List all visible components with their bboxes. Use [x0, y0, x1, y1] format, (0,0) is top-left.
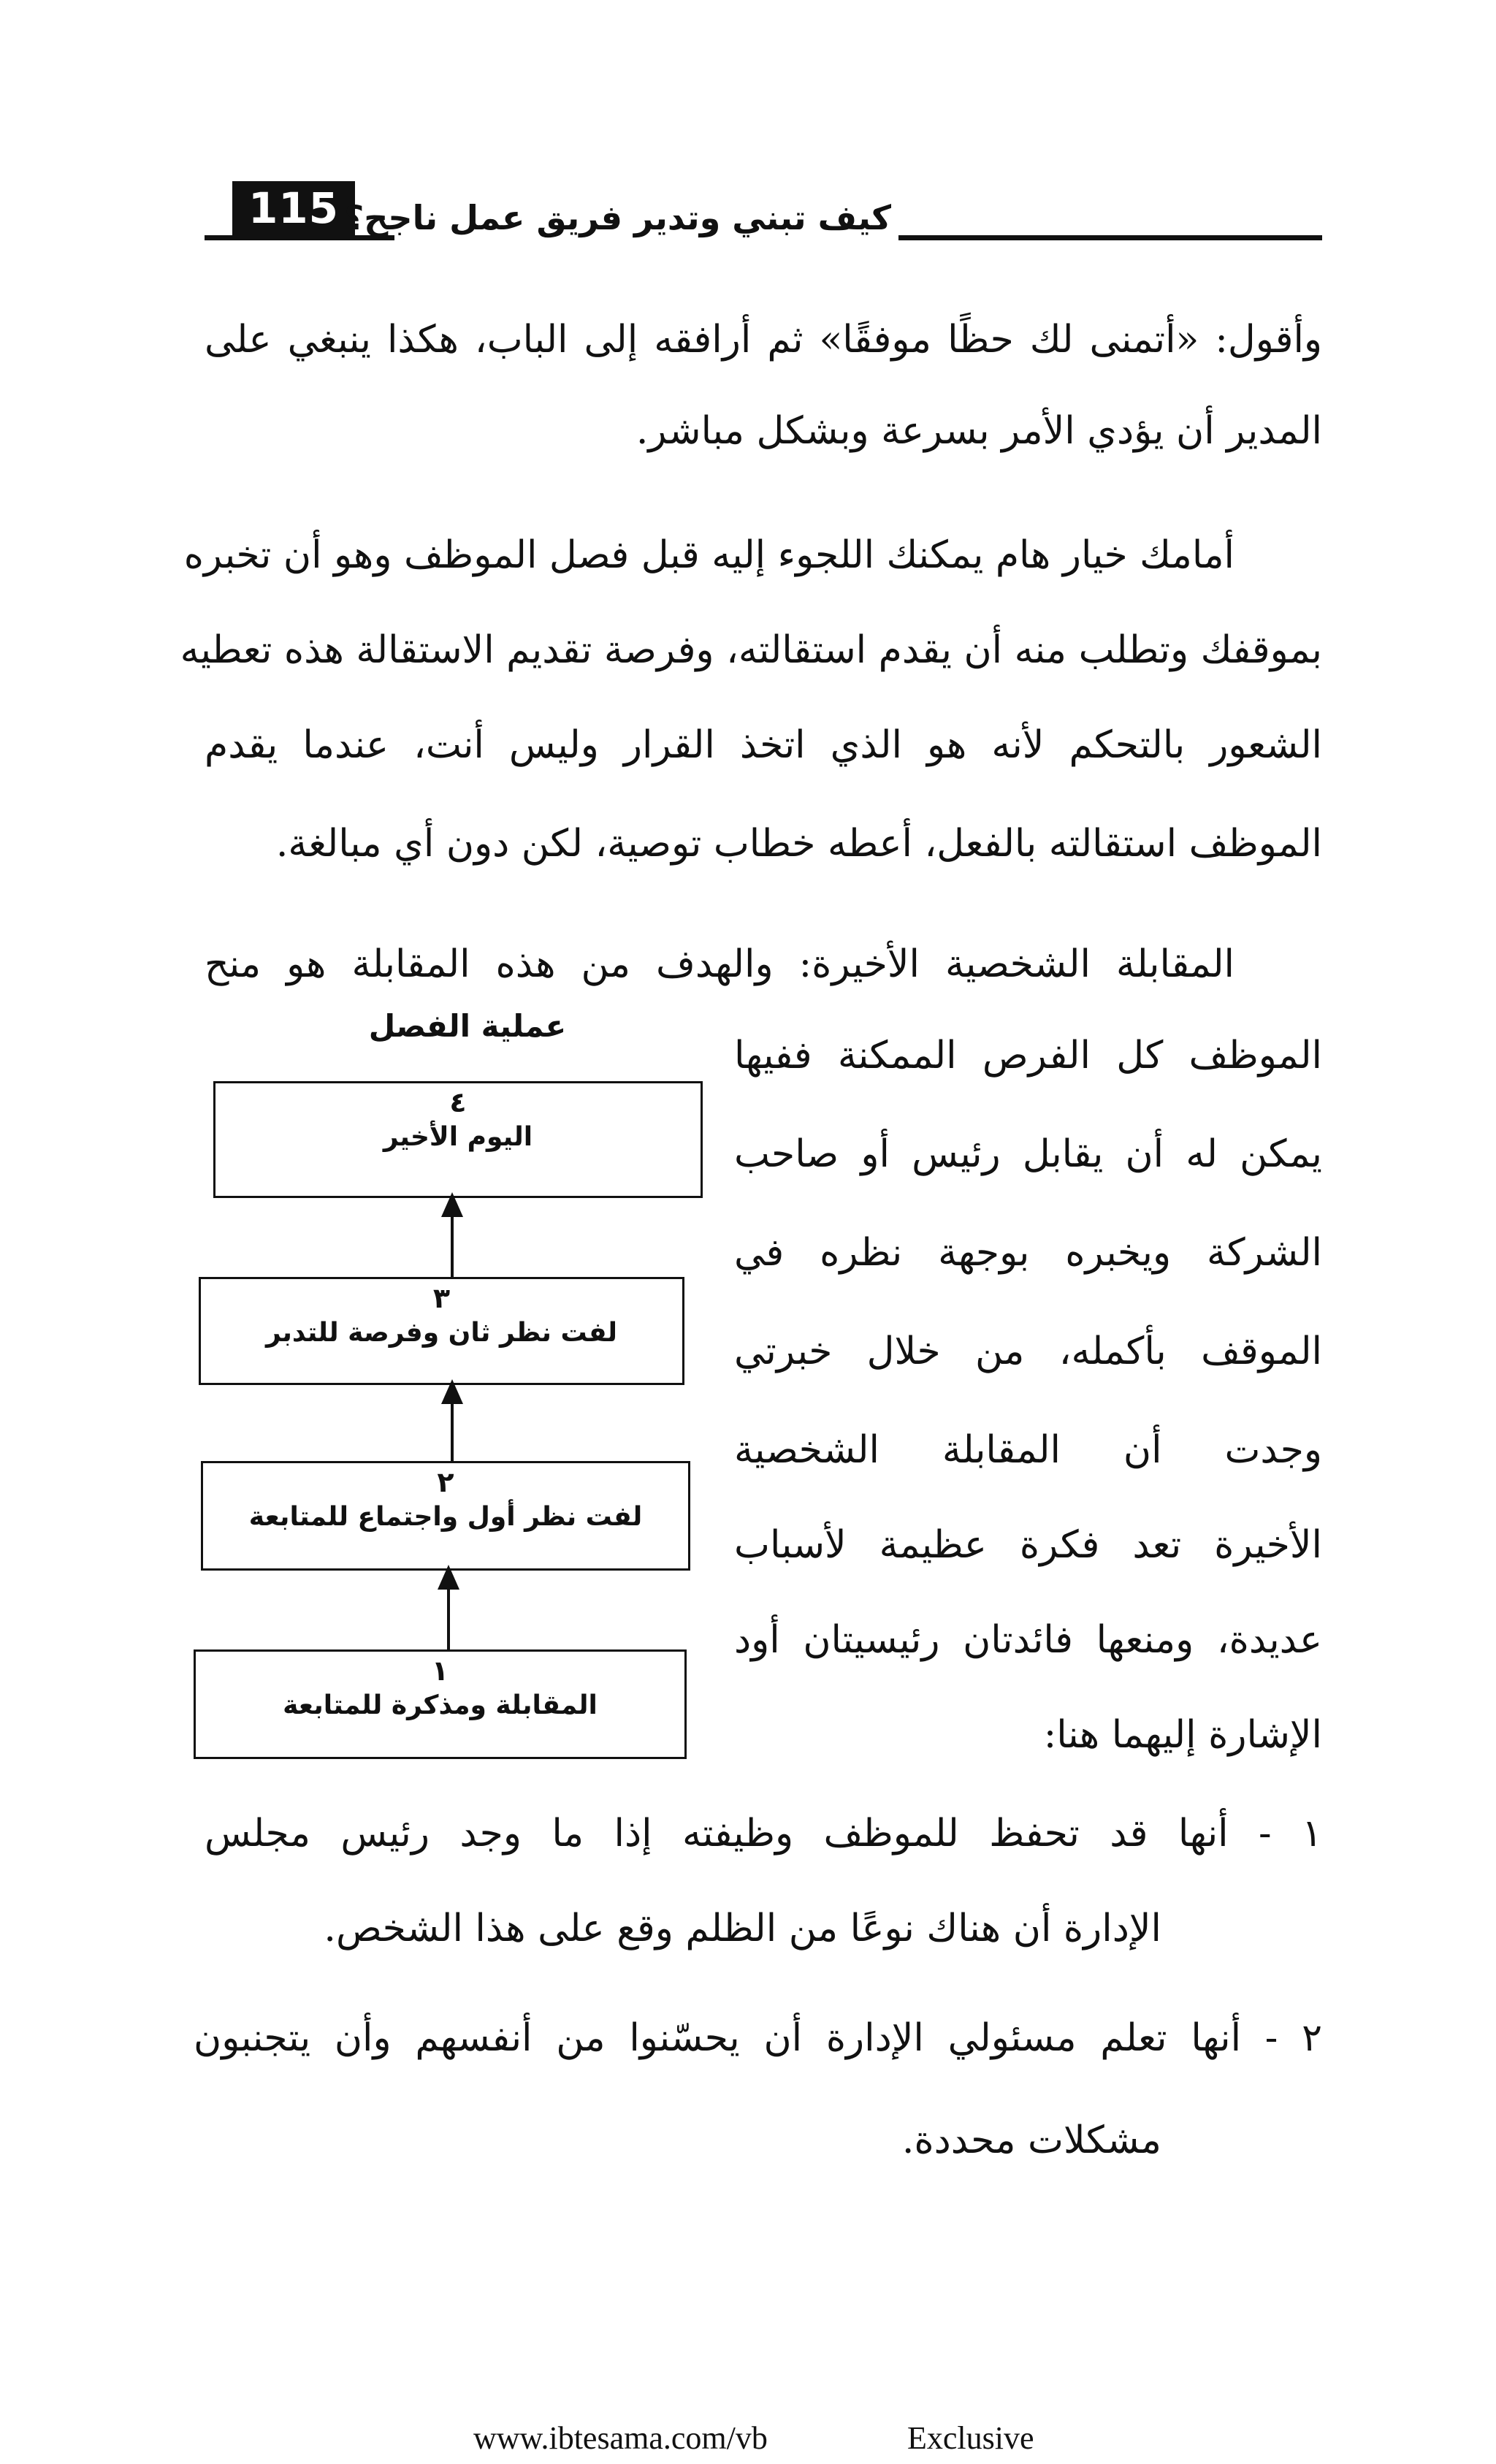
flowchart-step-number: ٤ — [449, 1086, 467, 1118]
flowchart-step-number: ٢ — [437, 1466, 454, 1498]
flowchart-title: عملية الفصل — [368, 1008, 567, 1044]
flowchart-step-2 — [201, 1461, 690, 1571]
paragraph-3-column-line: الشركة ويخبره بوجهة نظره في — [734, 1231, 1322, 1275]
flowchart-step-1 — [194, 1649, 687, 1759]
paragraph-3-column-line: وجدت أن المقابلة الشخصية — [734, 1428, 1322, 1472]
flowchart-arrow — [451, 1214, 454, 1277]
flowchart-step-label: اليوم الأخير — [383, 1122, 533, 1152]
list-item-1-line: الإدارة أن هناك نوعًا من الظلم وقع على هذا الشخص. — [324, 1907, 1161, 1950]
paragraph-3-column-line: الموقف بأكمله، من خلال خبرتي — [734, 1330, 1322, 1373]
paragraph-3-column-line: الموظف كل الفرص الممكنة ففيها — [734, 1034, 1322, 1077]
page-number-badge: 115 — [232, 181, 355, 235]
flowchart-step-number: ١ — [431, 1655, 449, 1687]
list-item-2-line: مشكلات محددة. — [901, 2118, 1161, 2162]
paragraph-1-line: وأقول: «أتمنى لك حظًا موفقًا» ثم أرافقه إلى الباب، هكذا ينبغي على — [205, 318, 1322, 362]
flowchart-arrow — [447, 1587, 450, 1649]
flowchart-arrowhead — [441, 1192, 463, 1217]
flowchart-step-label: لفت نظر ثان وفرصة للتدبر — [266, 1318, 617, 1348]
paragraph-1-line: المدير أن يؤدي الأمر بسرعة وبشكل مباشر. — [636, 409, 1322, 453]
flowchart-step-label: لفت نظر أول واجتماع للمتابعة — [248, 1502, 643, 1532]
paragraph-2-line: الشعور بالتحكم لأنه هو الذي اتخذ القرار وليس أنت، عندما يقدم — [205, 723, 1322, 767]
list-item-2-line: ٢ - أنها تعلم مسئولي الإدارة أن يحسّنوا من أنفسهم وأن يتجنبون — [194, 2016, 1322, 2060]
flowchart-step-number: ٣ — [432, 1282, 451, 1314]
flowchart-step-3 — [199, 1277, 684, 1385]
paragraph-3-column-line: يمكن له أن يقابل رئيس أو صاحب — [734, 1132, 1322, 1176]
footer-tag: Exclusive — [907, 2420, 1034, 2456]
flowchart-arrowhead — [438, 1565, 459, 1590]
running-head: كيف تبني وتدير فريق عمل ناجح؟ — [344, 198, 891, 237]
list-item-1-line: ١ - أنها قد تحفظ للموظف وظيفته إذا ما وجد رئيس مجلس — [205, 1812, 1322, 1855]
footer-url: www.ibtesama.com/vb — [473, 2420, 768, 2456]
flowchart-arrow — [451, 1401, 454, 1461]
paragraph-3-column-line: الأخيرة تعد فكرة عظيمة لأسباب — [734, 1523, 1322, 1567]
paragraph-3-column-line: الإشارة إليهما هنا: — [1043, 1713, 1322, 1757]
paragraph-3-line: المقابلة الشخصية الأخيرة: والهدف من هذه المقابلة هو منح — [205, 942, 1234, 986]
paragraph-2-line: بموقفك وتطلب منه أن يقدم استقالته، وفرصة تقديم الاستقالة هذه تعطيه — [180, 628, 1322, 672]
header-rule-right — [898, 235, 1322, 240]
paragraph-2-line: الموظف استقالته بالفعل، أعطه خطاب توصية، لكن دون أي مبالغة. — [275, 822, 1322, 866]
paragraph-2-line: أمامك خيار هام يمكنك اللجوء إليه قبل فصل الموظف وهو أن تخبره — [183, 533, 1234, 577]
flowchart-step-4 — [213, 1081, 703, 1198]
paragraph-3-column-line: عديدة، ومنعها فائدتان رئيسيتان أود — [734, 1618, 1322, 1662]
flowchart-arrowhead — [441, 1379, 463, 1404]
flowchart-step-label: المقابلة ومذكرة للمتابعة — [283, 1690, 598, 1720]
